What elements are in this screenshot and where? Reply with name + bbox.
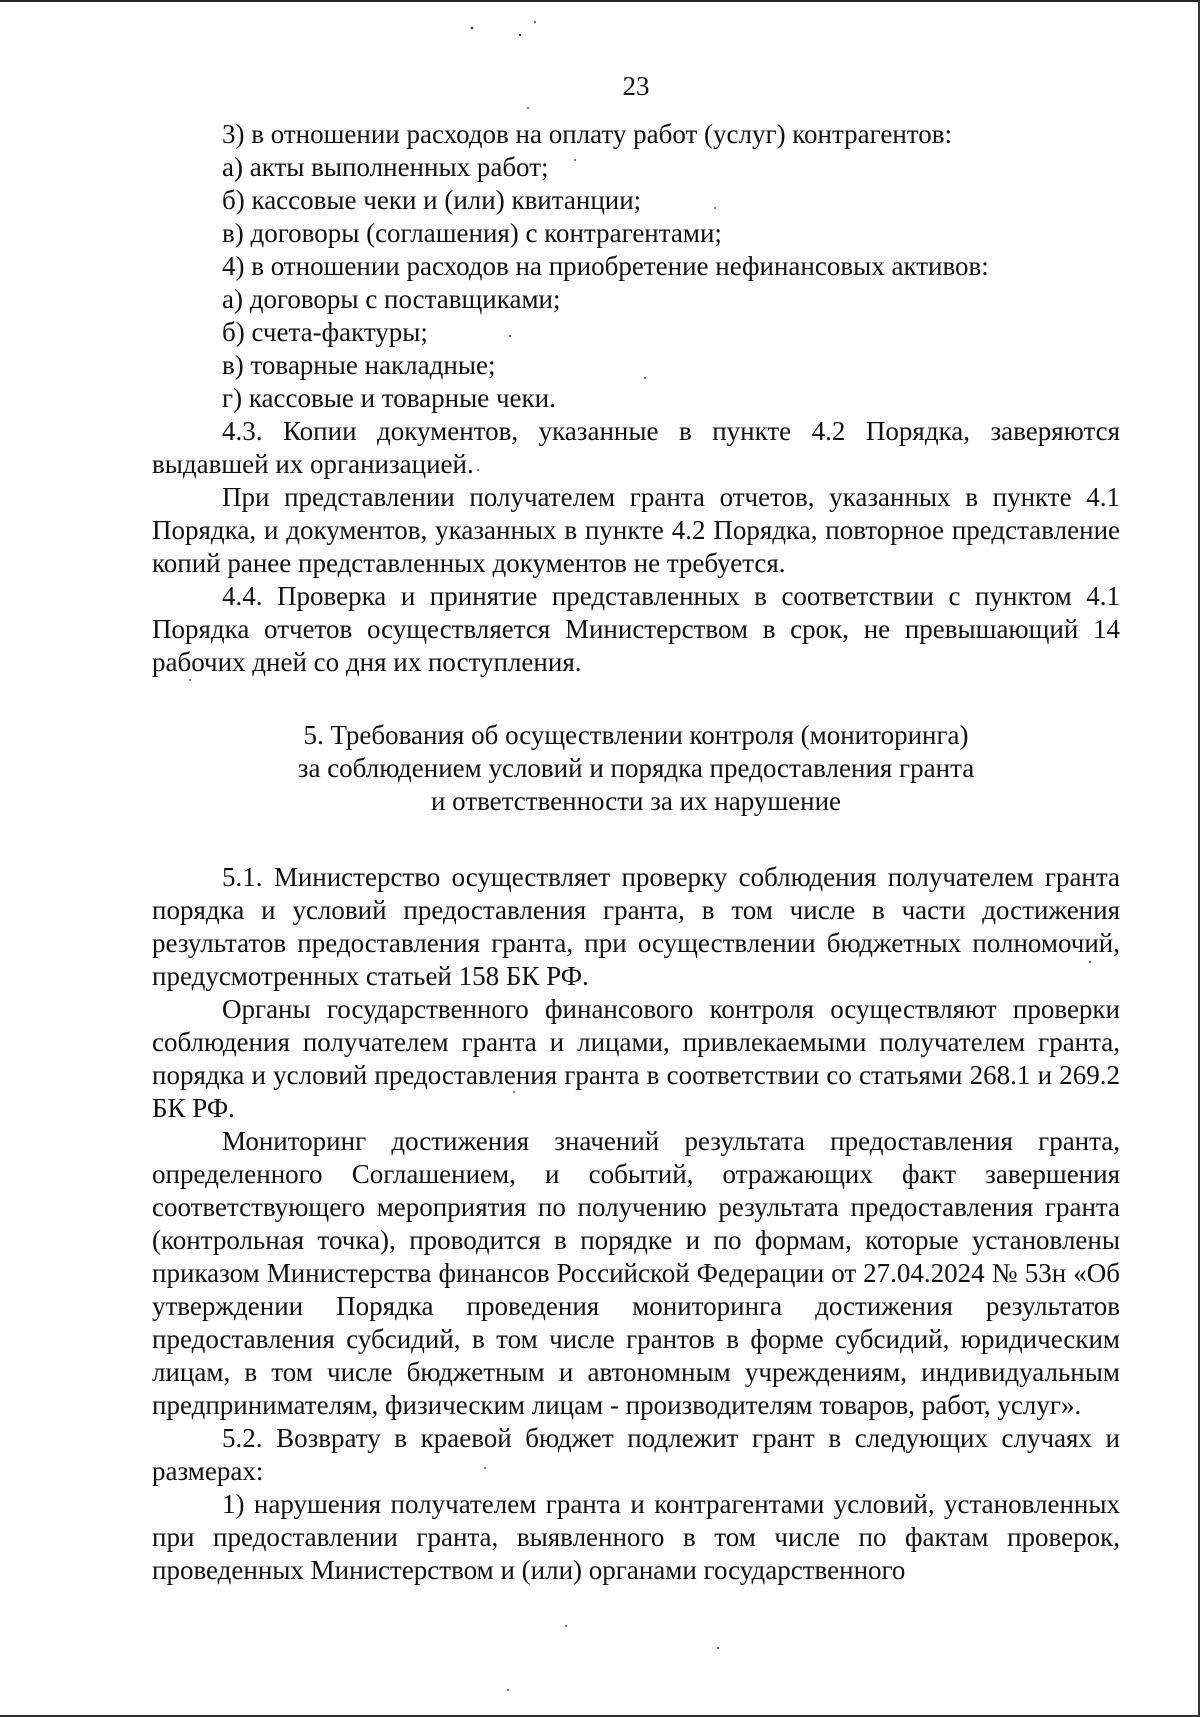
scan-speck	[644, 377, 646, 379]
paragraph: Мониторинг достижения значений результата предоставления гранта, определенного Соглашением, и событий, отражающих факт завершения соответствующего мероприятия по получению результата предоставления гранта (контрольная точка), проводится в порядке и по формам, которые установлены приказом Министерства финансов Российской Федерации от 27.04.2024 № 53н «Об утверждении Порядка проведения мониторинга достижения результатов предоставления субсидий, в том числе грантов в форме субсидий, юридическим лицам, в том числе бюджетным и автономным учреждениям, индивидуальным предпринимателям, физическим лицам - производителям товаров, работ, услуг».	[152, 1126, 1120, 1420]
paragraph: 5.2. Возврату в краевой бюджет подлежит грант в следующих случаях и размерах:	[152, 1423, 1120, 1486]
page-number: 23	[622, 71, 650, 101]
scan-speck	[534, 21, 536, 23]
scan-speck	[1089, 961, 1091, 963]
paragraph: 5.1. Министерство осуществляет проверку соблюдения получателем гранта порядка и условий предоставления гранта, в том числе в части достижения результатов предоставления гранта, при осуществлении бюджетных полномочий, предусмотренных статьей 158 БК РФ.	[152, 862, 1120, 991]
scan-speck	[527, 107, 529, 109]
paragraph: а) акты выполненных работ;	[222, 152, 549, 182]
paragraph: в) договоры (соглашения) с контрагентами;	[222, 218, 722, 248]
paragraph: 1) нарушения получателем гранта и контрагентами условий, установленных при предоставлении гранта, выявленного в том числе по фактам проверок, проведенных Министерством и (или) органами государственного	[152, 1489, 1120, 1585]
scan-speck	[509, 335, 511, 337]
scan-speck	[714, 207, 716, 209]
paragraph: 4.4. Проверка и принятие представленных в соответствии с пунктом 4.1 Порядка отчетов осуществляется Министерством в срок, не превышающий 14 рабочих дней со дня их поступления.	[152, 581, 1120, 677]
paragraph: Органы государственного финансового контроля осуществляют проверки соблюдения получателем гранта и лицами, привлекаемыми получателем гранта, порядка и условий предоставления гранта в соответствии со статьями 268.1 и 269.2 БК РФ.	[152, 994, 1120, 1123]
paragraph: а) договоры с поставщиками;	[222, 284, 561, 314]
paragraph: 4) в отношении расходов на приобретение нефинансовых активов:	[222, 251, 989, 281]
paragraph: 4.3. Копии документов, указанные в пункте 4.2 Порядка, заверяются выдавшей их организацией.	[152, 416, 1120, 479]
section-heading-line: 5. Требования об осуществлении контроля (мониторинга)	[303, 720, 969, 750]
scan-speck	[484, 1467, 486, 1469]
paragraph: г) кассовые и товарные чеки.	[222, 383, 556, 413]
paragraph: б) кассовые чеки и (или) квитанции;	[222, 185, 642, 215]
section-heading-line: и ответственности за их нарушение	[430, 786, 842, 816]
paragraph: в) товарные накладные;	[222, 350, 496, 380]
scan-speck	[519, 34, 521, 36]
scan-speck	[717, 1647, 719, 1649]
scan-speck	[513, 1091, 515, 1093]
scan-speck	[574, 159, 576, 161]
scan-speck	[565, 1625, 567, 1627]
scan-speck	[507, 1689, 509, 1691]
scan-speck	[477, 469, 479, 471]
paragraph: При представлении получателем гранта отчетов, указанных в пункте 4.1 Порядка, и документов, указанных в пункте 4.2 Порядка, повторное представление копий ранее представленных документов не требуется.	[152, 482, 1120, 578]
paragraph: б) счета-фактуры;	[222, 317, 428, 347]
scan-speck	[189, 679, 191, 681]
section-heading-line: за соблюдением условий и порядка предоставления гранта	[297, 753, 975, 783]
paragraph: 3) в отношении расходов на оплату работ (услуг) контрагентов:	[222, 119, 952, 149]
scan-speck	[471, 27, 474, 30]
